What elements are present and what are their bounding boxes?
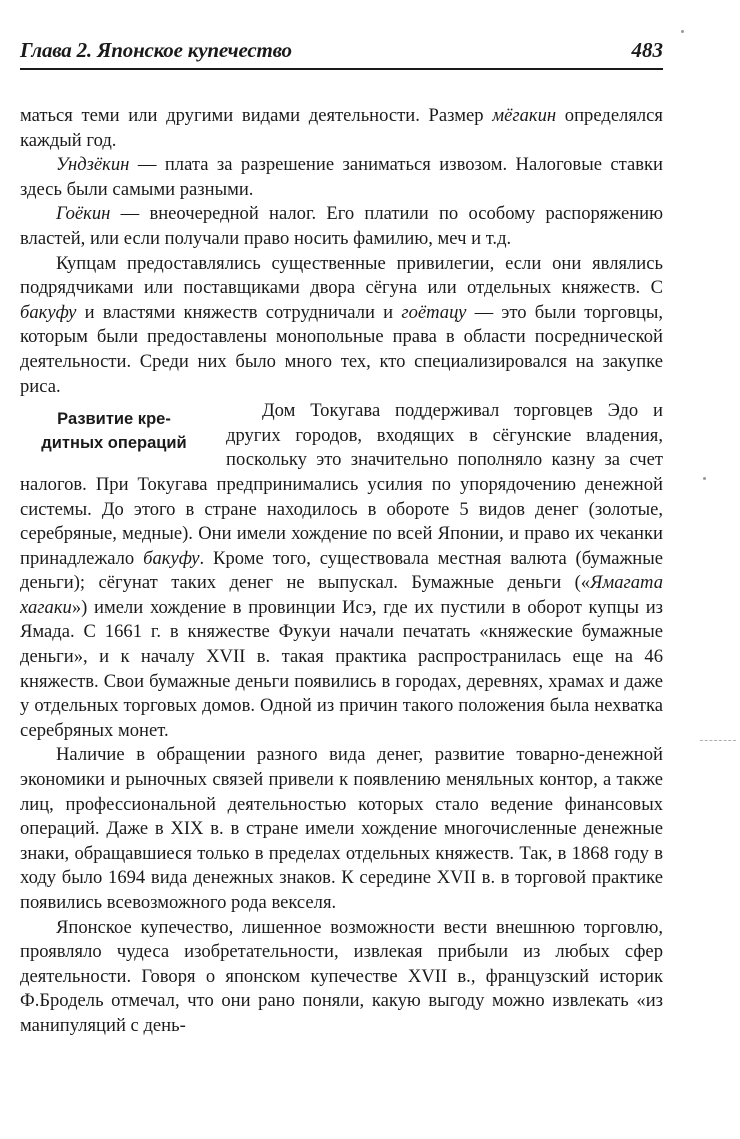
scan-artifact	[700, 740, 736, 743]
paragraph-3	[20, 202, 663, 251]
text-run: Купцам предоставлялись существенные привилегии, если они являлись подрядчиками или поставщиками двора сёгуна или отдельных княжеств. С	[20, 252, 663, 299]
text-run: . Кроме того, существовала местная валюта (бумажные деньги); сёгунат таких денег не выпускал. Бумажные деньги («	[20, 547, 663, 594]
italic-term: Гоёкин	[56, 203, 111, 225]
scan-dot	[703, 477, 706, 480]
italic-term: Ундзёкин	[56, 154, 130, 176]
italic-term: Ямагата хагаки	[20, 572, 663, 618]
text-run: — плата за разрешение заниматься извозом. Налоговые ставки здесь были самыми разными.	[20, 154, 663, 200]
running-header	[20, 34, 663, 70]
paragraph-7	[20, 916, 663, 1039]
paragraph-6	[20, 743, 663, 915]
side-heading-line-2: дитных операций	[41, 434, 187, 453]
italic-term: мёгакин	[492, 105, 557, 126]
paragraph-1	[20, 104, 663, 153]
side-heading	[20, 407, 208, 455]
text-run: — внеочередной налог. Его платили по особому распоряжению властей, или если получали право носить фамилию, меч и т.д.	[20, 203, 663, 249]
scan-dot	[681, 30, 684, 33]
italic-term: бакуфу	[143, 547, 200, 569]
page-number: 483	[631, 38, 663, 62]
paragraph-2	[20, 153, 663, 202]
side-heading-line-1: Развитие кре-	[57, 410, 171, 429]
text-run: Дом Токугава поддерживал торговцев Эдо и других городов, входящих в сёгунские владения, поскольку это значительно пополняло казну за счет налогов. При Токугава предпринимались усилия по упорядочению денежной системы. До этого в стране находилось в обороте 5 видов денег (золотые, серебряные, медные). Они имели хождение по всей Японии, и право их чеканки принадлежало	[20, 400, 663, 569]
text-run: ») имели хождение в провинции Исэ, где их пустили в оборот купцы из Ямада. С 1661 г. в княжестве Фукуи начали печатать «княжеские бумажные деньги», и к началу XVII в. такая практика распространилась еще на 46 княжеств. Свои бумажные деньги появились в городах, деревнях, храмах и даже у отдельных торговых домов. Одной из причин такого положения была нехватка серебряных монет.	[20, 596, 663, 741]
text-run: и властями княжеств сотрудничали и	[76, 301, 402, 323]
paragraph-5	[20, 399, 663, 743]
italic-term: бакуфу	[20, 301, 77, 323]
chapter-title: Глава 2. Японское купечество	[20, 38, 292, 62]
text-run: Японское купечество, лишенное возможности вести внешнюю торговлю, проявляло чудеса изобретательности, извлекая прибыли из любых сфер деятельности. Говоря о японском купечестве XVII в., французский историк Ф.Бродель отмечал, что они рано поняли, какую выгоду можно извлекать «из манипуляций с день-	[20, 916, 663, 1036]
text-run: определялся каждый год.	[20, 105, 663, 151]
text-run: маться теми или другими видами деятельности. Размер	[20, 105, 493, 126]
body-text	[20, 104, 663, 1039]
paragraph-4	[20, 252, 663, 400]
text-run: — это были торговцы, которым были предоставлены монопольные права в области посреднической деятельности. Среди них было много тех, кто специализировался на закупке риса.	[20, 301, 663, 397]
text-run: Наличие в обращении разного вида денег, развитие товарно-денежной экономики и рыночных связей привели к появлению меняльных контор, а также лиц, профессиональной деятельностью которых стало ведение финансовых операций. Даже в XIX в. в стране имели хождение многочисленные денежные знаки, обращавшиеся только в пределах отдельных княжеств. Так, в 1868 году в ходу было 1694 вида денежных знаков. К середине XVII в. в торговой практике появились всевозможного рода векселя.	[20, 744, 663, 913]
italic-term: гоётацу	[401, 301, 467, 323]
